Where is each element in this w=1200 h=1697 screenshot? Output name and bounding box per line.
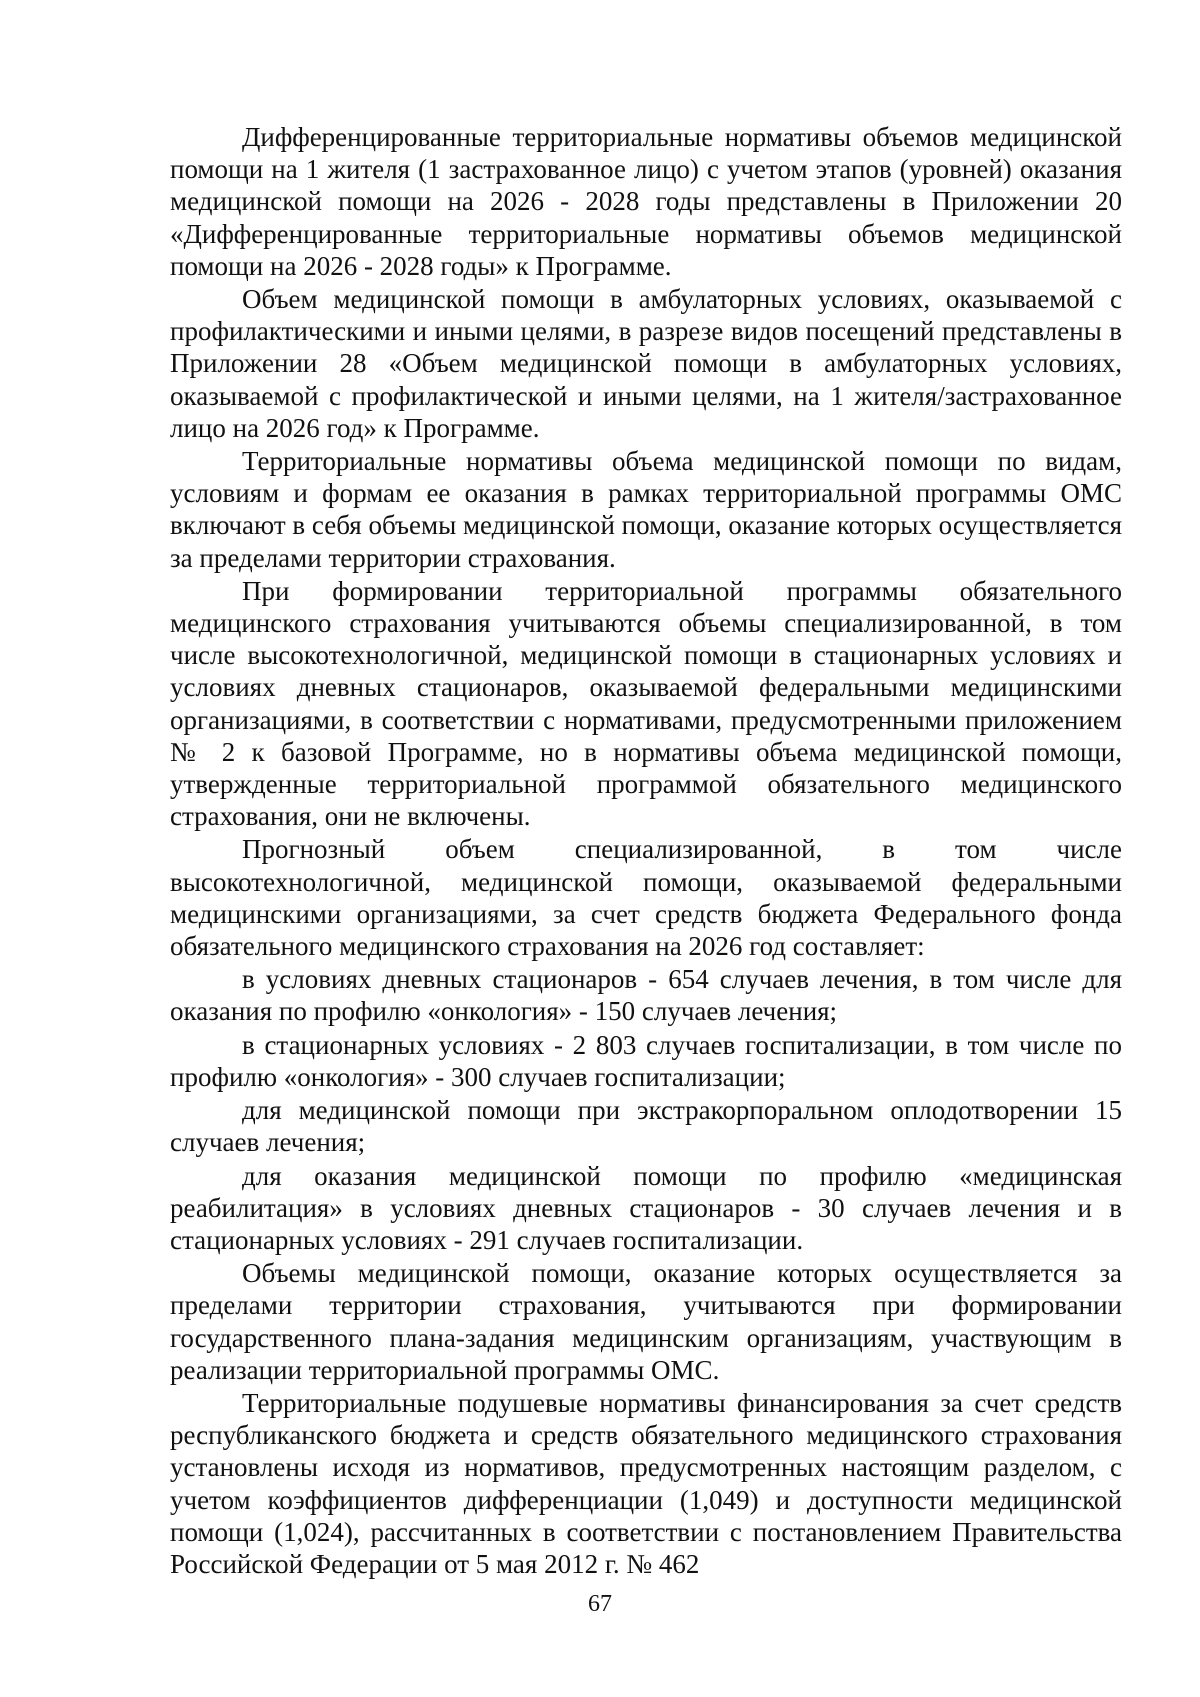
paragraph-per-capita-financing: Территориальные подушевые нормативы финансирования за счет средств республиканского бюджета и средств обязательного медицинского страхования установлены исходя из нормативов, предусмотренных настоящим разделом, с учетом коэффициентов дифференциации (1,049) и доступности медицинской помощи (1,024), рассчитанных в соответствии с постановлением Правительства Российской Федерации от 5 мая 2012 г. № 462 bbox=[170, 1387, 1122, 1579]
paragraph-ivf: для медицинской помощи при экстракорпоральном оплодотворении 15 случаев лечения; bbox=[170, 1095, 1122, 1158]
paragraph-outpatient-volume: Объем медицинской помощи в амбулаторных условиях, оказываемой с профилактическими и иными целями, в разрезе видов посещений представлены в Приложении 28 «Объем медицинской помощи в амбулаторных условиях, оказываемой с профилактической и иными целями, на 1 жителя/застрахованное лицо на 2026 год» к Программе. bbox=[170, 284, 1122, 443]
paragraph-outside-territory: Объемы медицинской помощи, оказание которых осуществляется за пределами территории страхования, учитываются при формировании государственного плана-задания медицинским организациям, участвующим в реализации территориальной программы ОМС. bbox=[170, 1258, 1122, 1385]
paragraph-inpatient: в стационарных условиях - 2 803 случаев госпитализации, в том числе по профилю «онкология» - 300 случаев госпитализации; bbox=[170, 1029, 1122, 1092]
paragraph-rehabilitation: для оказания медицинской помощи по профилю «медицинская реабилитация» в условиях дневных стационаров - 30 случаев лечения и в стационарных условиях - 291 случаев госпитализации. bbox=[170, 1160, 1122, 1255]
paragraph-differentiated-norms: Дифференцированные территориальные нормативы объемов медицинской помощи на 1 жителя (1 застрахованное лицо) с учетом этапов (уровней) оказания медицинской помощи на 2026 - 2028 годы представлены в Приложении 20 «Дифференцированные территориальные нормативы объемов медицинской помощи на 2026 - 2028 годы» к Программе. bbox=[170, 122, 1122, 281]
document-body bbox=[170, 121, 1122, 1581]
paragraph-territorial-norms: Территориальные нормативы объема медицинской помощи по видам, условиям и формам ее оказания в рамках территориальной программы ОМС включают в себя объемы медицинской помощи, оказание которых осуществляется за пределами территории страхования. bbox=[170, 446, 1122, 573]
page-number: 67 bbox=[588, 1591, 612, 1617]
paragraph-program-formation: При формировании территориальной программы обязательного медицинского страхования учитываются объемы специализированной, в том числе высокотехнологичной, медицинской помощи в стационарных условиях и условиях дневных стационаров, оказываемой федеральными медицинскими организациями, в соответствии с нормативами, предусмотренными приложением № 2 к базовой Программе, но в нормативы объема медицинской помощи, утвержденные территориальной программой обязательного медицинского страхования, они не включены. bbox=[170, 575, 1122, 832]
paragraph-day-hospital: в условиях дневных стационаров - 654 случаев лечения, в том числе для оказания по профилю «онкология» - 150 случаев лечения; bbox=[170, 964, 1122, 1027]
paragraph-forecast-volume: Прогнозный объем специализированной, в том числе высокотехнологичной, медицинской помощи, оказываемой федеральными медицинскими организациями, за счет средств бюджета Федерального фонда обязательного медицинского страхования на 2026 год составляет: bbox=[170, 834, 1122, 962]
